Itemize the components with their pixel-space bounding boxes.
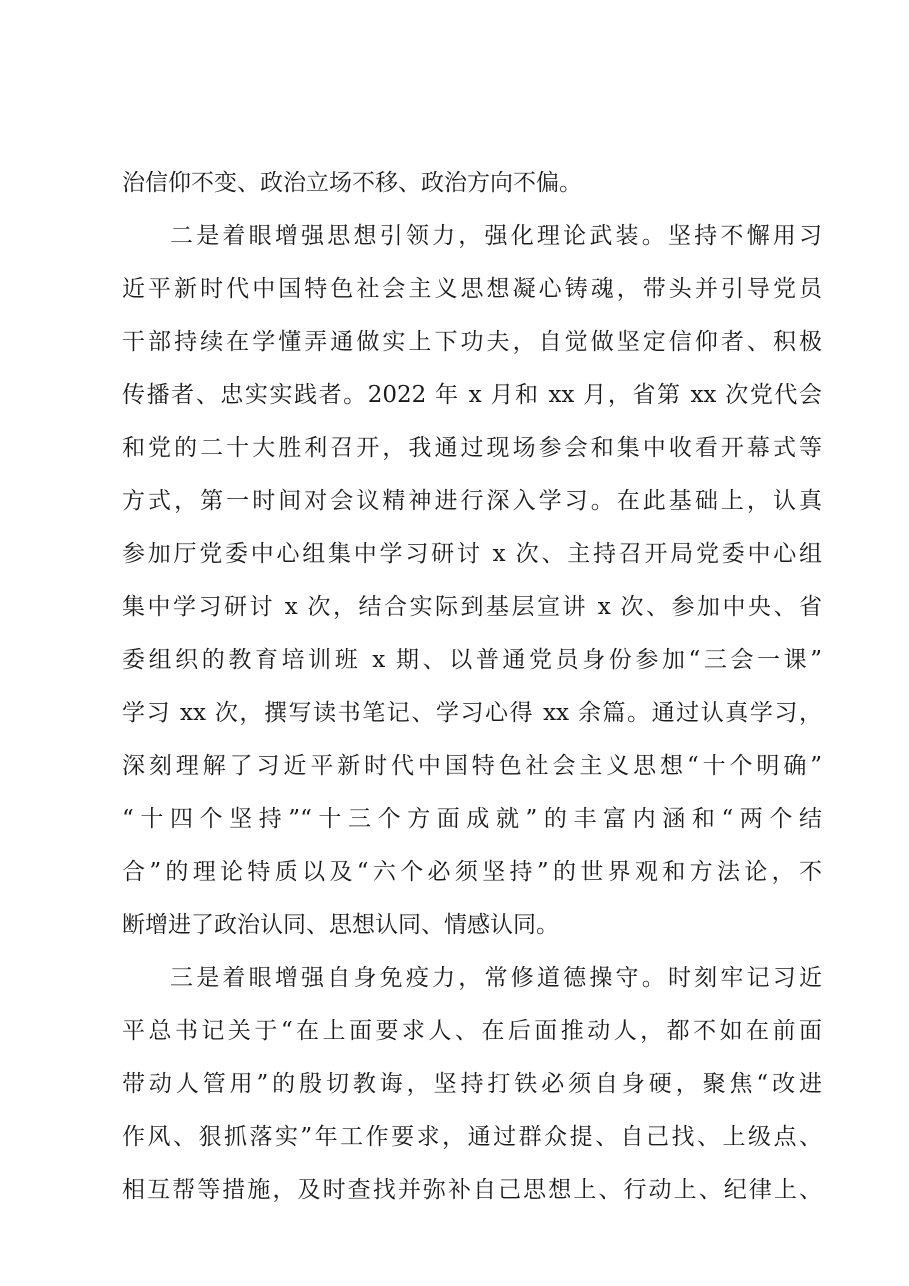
paragraph-start-line: 二是着眼增强思想引领力，强化理论武装。坚持不懈用习 xyxy=(170,223,822,249)
text-line: 集中学习研讨 x 次，结合实际到基层宣讲 x 次、参加中央、省 xyxy=(122,594,822,620)
text-line: 作风、狠抓落实”年工作要求，通过群众提、自己找、上级点、 xyxy=(122,1124,822,1150)
text-line: “十四个坚持”“十三个方面成就”的丰富内涵和“两个结 xyxy=(122,806,822,832)
text-line: 断增进了政治认同、思想认同、情感认同。 xyxy=(122,912,559,938)
text-line: 和党的二十大胜利召开，我通过现场参会和集中收看开幕式等 xyxy=(122,435,822,461)
text-line: 委组织的教育培训班 x 期、以普通党员身份参加“三会一课” xyxy=(122,647,822,673)
text-line: 深刻理解了习近平新时代中国特色社会主义思想“十个明确” xyxy=(122,753,822,779)
text-line: 学习 xx 次，撰写读书笔记、学习心得 xx 余篇。通过认真学习， xyxy=(122,700,822,726)
text-line: 方式，第一时间对会议精神进行深入学习。在此基础上，认真 xyxy=(122,488,822,514)
text-line: 合”的理论特质以及“六个必须坚持”的世界观和方法论，不 xyxy=(122,859,822,885)
text-line: 传播者、忠实实践者。2022 年 x 月和 xx 月，省第 xx 次党代会 xyxy=(122,382,822,408)
text-line: 近平新时代中国特色社会主义思想凝心铸魂，带头并引导党员 xyxy=(122,276,822,302)
text-line: 干部持续在学懂弄通做实上下功夫，自觉做坚定信仰者、积极 xyxy=(122,329,822,355)
text-line: 治信仰不变、政治立场不移、政治方向不偏。 xyxy=(122,170,582,196)
text-line: 参加厅党委中心组集中学习研讨 x 次、主持召开局党委中心组 xyxy=(122,541,822,567)
paragraph-start-line: 三是着眼增强自身免疫力，常修道德操守。时刻牢记习近 xyxy=(170,965,822,991)
text-line: 平总书记关于“在上面要求人、在后面推动人，都不如在前面 xyxy=(122,1018,822,1044)
text-line: 带动人管用”的殷切教诲，坚持打铁必须自身硬，聚焦“改进 xyxy=(122,1071,822,1097)
text-line: 相互帮等措施，及时查找并弥补自己思想上、行动上、纪律上、 xyxy=(122,1177,822,1203)
